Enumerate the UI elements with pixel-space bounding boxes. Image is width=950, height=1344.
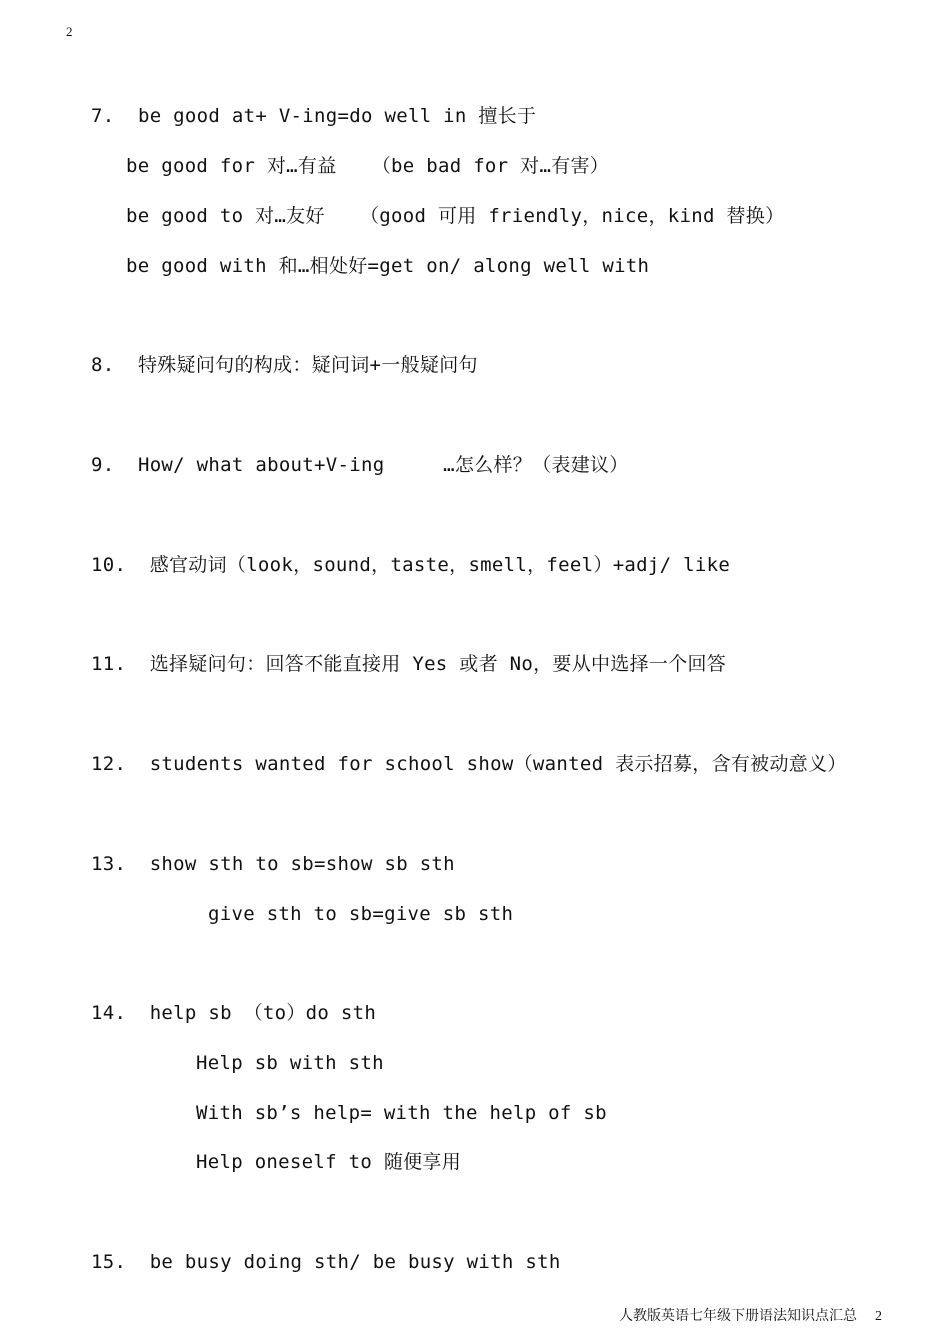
item-12: 12. students wanted for school show（wanted 表示招募，含有被动意义） [91,753,847,775]
item-11: 11. 选择疑问句：回答不能直接用 Yes 或者 No，要从中选择一个回答 [91,653,727,675]
item-14-line-3: With sb’s help= with the help of sb [196,1102,607,1124]
item-10: 10. 感官动词（look，sound，taste，smell，feel）+adj/ like [91,554,731,576]
item-15: 15. be busy doing sth/ be busy with sth [91,1251,561,1273]
footer-page-number: 2 [875,1309,882,1324]
item-9: 9. How/ what about+V-ing …怎么样？（表建议） [91,454,629,476]
item-8: 8. 特殊疑问句的构成：疑问词+一般疑问句 [91,354,478,376]
item-14-line-4: Help oneself to 随便享用 [196,1151,462,1173]
item-14-line-2: Help sb with sth [196,1052,384,1074]
item-7-line-2: be good for 对…有益 （be bad for 对…有害） [126,155,610,177]
item-14-line-1: 14. help sb （to）do sth [91,1002,377,1024]
item-7-line-4: be good with 和…相处好=get on/ along well with [126,255,650,277]
item-13-line-1: 13. show sth to sb=show sb sth [91,853,455,875]
item-7-line-3: be good to 对…友好 （good 可用 friendly，nice，kind 替换） [126,205,785,227]
footer-title: 人教版英语七年级下册语法知识点汇总 [619,1309,857,1324]
footer [619,1305,882,1325]
header-page-number: 2 [66,24,73,39]
item-7-line-1: 7. be good at+ V-ing=do well in 擅长于 [91,105,537,127]
item-13-line-2: give sth to sb=give sb sth [208,903,514,925]
